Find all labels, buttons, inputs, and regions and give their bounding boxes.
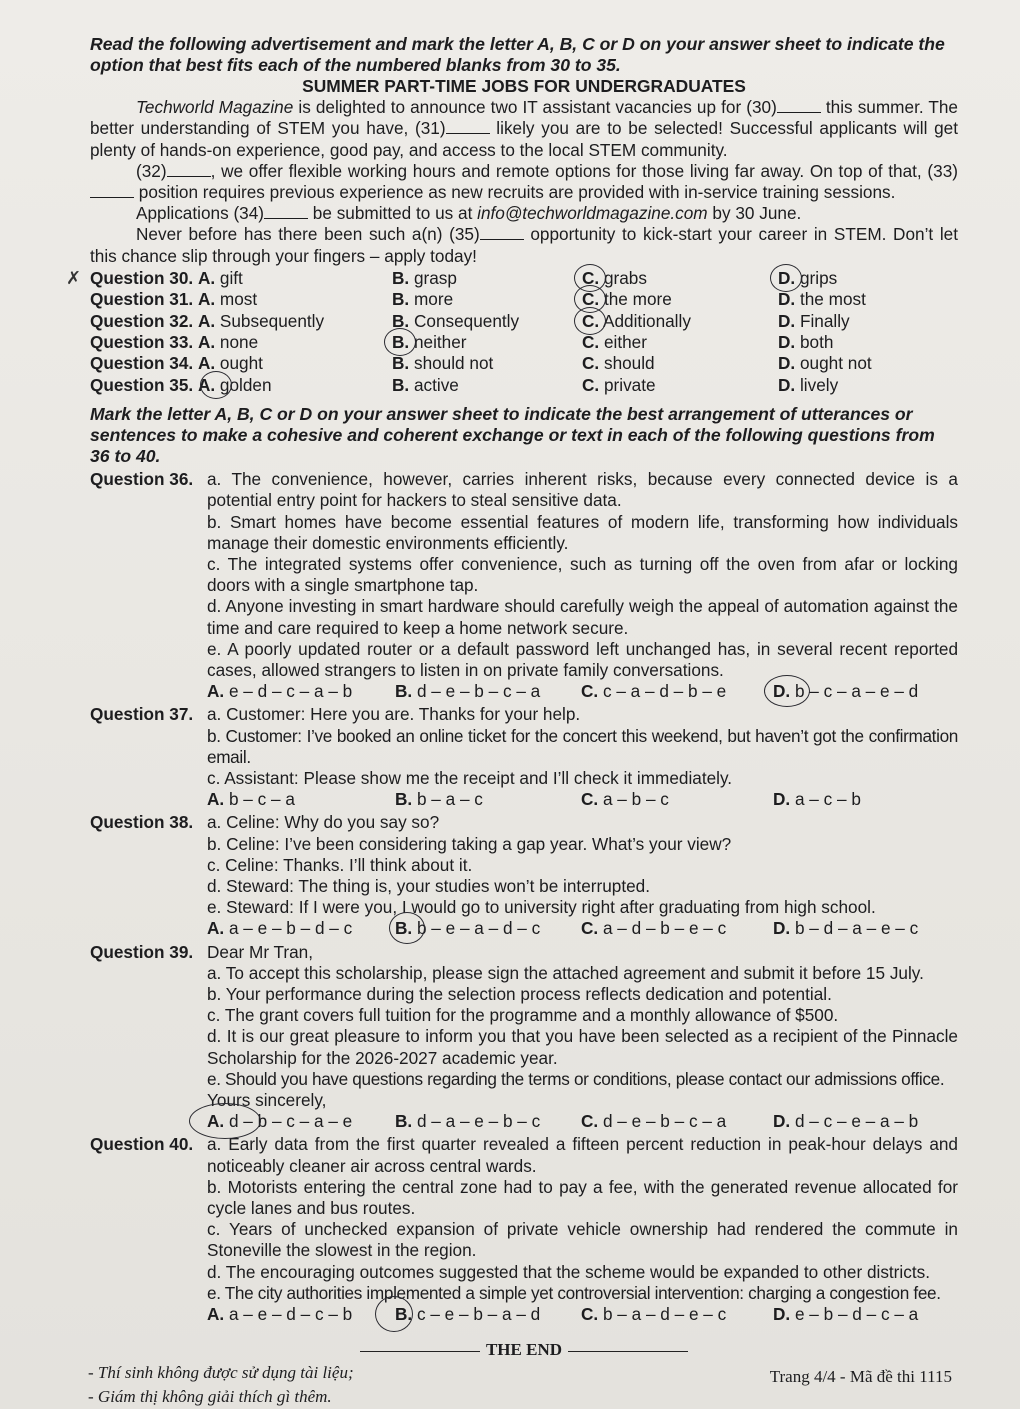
blank-32 [167, 162, 211, 177]
utterance-a: a. Celine: Why do you say so? [207, 812, 440, 833]
option-text: Subsequently [219, 310, 325, 331]
answer-options [207, 918, 958, 939]
cross-mark-icon: ✗ [66, 267, 82, 288]
option-text: grasp [413, 267, 457, 288]
advert-title: SUMMER PART-TIME JOBS FOR UNDERGRADUATES [302, 76, 746, 96]
question-label: Question 38. [90, 812, 194, 833]
blank-33 [90, 183, 134, 198]
option-a[interactable]: A. a – e – d – c – b [207, 1304, 353, 1325]
option-text: Additionally [603, 310, 691, 331]
option-c[interactable]: C. the more [582, 289, 778, 310]
option-b[interactable]: B. d – e – b – c – a [395, 681, 541, 702]
advert-paragraph-3: Applications (34) be submitted to us at info@techworldmagazine.com by 30 June. [136, 203, 802, 224]
utterance-c: c. Assistant: Please show me the receipt and I’ll check it immediately. [207, 768, 733, 789]
sentence-d: d. Anyone investing in smart hardware should carefully weigh the appeal of automation against the time and care required to keep a home network secure. [207, 596, 958, 638]
question-36 [90, 469, 958, 702]
question-37 [90, 704, 958, 810]
option-a[interactable]: A. b – c – a [207, 789, 295, 810]
cloze-question-row [90, 311, 958, 332]
magazine-name: Techworld Magazine [136, 97, 294, 118]
utterance-d: d. Steward: The thing is, your studies won’t be interrupted. [207, 876, 650, 897]
option-b[interactable]: B. b – e – a – d – c [395, 918, 541, 939]
letter-closing: Yours sincerely, [207, 1090, 327, 1111]
option-b[interactable]: B. c – e – b – a – d [395, 1304, 541, 1325]
option-text: either [603, 332, 647, 352]
option-b[interactable]: B. d – a – e – b – c [395, 1111, 541, 1132]
question-label: Question 34. [90, 353, 194, 374]
option-d[interactable]: D. b – c – a – e – d [773, 681, 919, 702]
option-text: the most [799, 289, 866, 310]
cloze-questions [66, 267, 958, 396]
page-number: Trang 4/4 - Mã đề thi 1115 [769, 1366, 952, 1386]
option-b[interactable]: B. should not [392, 353, 494, 374]
option-c[interactable]: C. d – e – b – c – a [581, 1111, 727, 1132]
option-b[interactable]: B. grasp [392, 267, 457, 288]
option-a[interactable]: Question 34. A. ought [90, 353, 263, 374]
option-a[interactable]: Question 31. A. most [90, 289, 258, 310]
advert-paragraph-1: Techworld Magazine is delighted to announce two IT assistant vacancies up for (30) this summer. The better understanding of STEM you have, (31) likely you are to be selected! Successful applicants will get plenty of hands-on experience, good pay, and access to the local STEM community. [90, 97, 959, 160]
question-39 [90, 942, 958, 1133]
blank-35 [480, 225, 524, 240]
sentence-d: d. The encouraging outcomes suggested that the scheme would be expanded to other districts. [207, 1261, 930, 1282]
option-d[interactable]: D. a – c – b [773, 789, 861, 810]
option-text: more [413, 289, 454, 310]
option-c[interactable]: C. Additionally [582, 311, 778, 332]
option-text: none [219, 332, 259, 352]
email-address: info@techworldmagazine.com [477, 203, 708, 224]
option-b[interactable]: B. neither [392, 332, 582, 353]
option-b[interactable]: B. b – a – c [395, 789, 483, 810]
sentence-a: a. Early data from the first quarter revealed a fifteen percent reduction in peak-hour delays and noticeably cleaner air across central wards. [207, 1134, 958, 1176]
option-b[interactable]: B. Consequently [392, 310, 520, 331]
option-a[interactable]: A. a – e – b – d – c [207, 918, 353, 939]
option-text: should not [413, 353, 494, 374]
sentence-e: e. Should you have questions regarding the terms or conditions, please contact our admissions office. [207, 1068, 945, 1089]
option-b[interactable]: B. more [392, 289, 454, 310]
question-label: Question 39. [90, 941, 194, 962]
cloze-question-row [90, 268, 958, 289]
option-a[interactable]: Question 35. A. golden [90, 375, 392, 396]
option-text: neither [413, 332, 467, 352]
sentence-e: e. The city authorities implemented a simple yet controversial intervention: charging a congestion fee. [207, 1282, 941, 1303]
option-c[interactable]: C. either [582, 332, 647, 352]
blank-31 [446, 119, 490, 134]
option-a[interactable]: A. e – d – c – a – b [207, 681, 353, 702]
option-text: grips [799, 267, 838, 288]
option-c[interactable]: C. should [582, 353, 655, 374]
question-label: Question 31. [90, 289, 194, 310]
option-text: Consequently [413, 310, 520, 331]
end-marker: THE END [90, 1339, 958, 1360]
footer-note-1: - Thí sinh không được sử dụng tài liệu; [88, 1362, 354, 1382]
option-d[interactable]: D. lively [778, 374, 839, 395]
question-label: Question 37. [90, 704, 194, 725]
blank-34 [264, 204, 308, 219]
option-d[interactable]: D. the most [778, 289, 866, 310]
question-label: Question 36. [90, 469, 194, 490]
sentence-b: b. Motorists entering the central zone had to pay a fee, with the generated revenue allocated for cycle lanes and bus routes. [207, 1176, 958, 1219]
letter-greeting: Dear Mr Tran, [207, 941, 314, 962]
cloze-question-row [90, 353, 958, 374]
option-a[interactable]: Question 32. A. Subsequently [90, 310, 325, 331]
section2-instruction: Mark the letter A, B, C or D on your answer sheet to indicate the best arrangement of utterances or sentences to make a cohesive and coherent exchange or text in each of the following questions from 36 to 40. [90, 404, 935, 467]
option-c[interactable]: C. grabs [582, 268, 778, 289]
sentence-a: a. The convenience, however, carries inherent risks, because every connected device is a potential entry point for hackers to steal sensitive data. [207, 469, 958, 511]
option-a[interactable]: Question 33. A. none [90, 332, 259, 352]
blank-30 [777, 98, 821, 113]
cloze-question-row [90, 289, 958, 310]
option-a[interactable]: A. d – b – c – a – e [207, 1111, 353, 1132]
option-text: Finally [799, 310, 850, 331]
option-text: should [603, 353, 655, 374]
question-label: Question 40. [90, 1134, 194, 1155]
option-text: gift [219, 267, 243, 288]
option-text: most [219, 289, 258, 310]
cloze-question-row [90, 375, 958, 396]
advert-paragraph-4: Never before has there been such a(n) (35) opportunity to kick-start your career in STEM. Don’t let this chance slip through your fingers – apply today! [90, 224, 958, 266]
option-text: lively [799, 374, 839, 395]
question-40 [90, 1134, 958, 1325]
sentence-c: c. Years of unchecked expansion of private vehicle ownership had rendered the commute in Stoneville the slowest in the region. [207, 1219, 958, 1261]
option-text: golden [219, 374, 272, 395]
option-text: active [413, 374, 459, 395]
answer-options [207, 789, 958, 810]
question-label: Question 32. [90, 310, 194, 331]
sentence-e: e. A poorly updated router or a default password left unchanged has, in several recent reported cases, allowed strangers to listen in on private family conversations. [207, 638, 958, 680]
sentence-b: b. Your performance during the selection process reflects dedication and potential. [207, 984, 832, 1005]
option-c[interactable]: C. a – b – c [581, 789, 669, 810]
option-text: the more [603, 289, 672, 310]
option-d[interactable]: D. both [778, 332, 834, 352]
answer-options [207, 681, 958, 702]
question-label: Question 35. [90, 374, 194, 395]
question-label: Question 30. [90, 267, 194, 288]
option-d[interactable]: D. Finally [778, 310, 850, 331]
sentence-c: c. The integrated systems offer convenience, such as turning off the oven from afar or locking doors with a single smartphone tap. [207, 553, 958, 596]
option-c[interactable]: C. private [582, 374, 656, 395]
sentence-b: b. Smart homes have become essential features of modern life, transforming how individuals manage their domestic environments efficiently. [207, 511, 958, 553]
option-d[interactable]: D. e – b – d – c – a [773, 1304, 919, 1325]
option-text: private [603, 374, 656, 395]
utterance-c: c. Celine: Thanks. I’ll think about it. [207, 854, 473, 875]
option-a[interactable]: ✗ Question 30. A. gift [66, 267, 243, 288]
option-text: grabs [603, 267, 647, 288]
answer-options [207, 1304, 958, 1325]
utterance-a: a. Customer: Here you are. Thanks for your help. [207, 704, 581, 725]
option-c[interactable]: C. b – a – d – e – c [581, 1304, 727, 1325]
utterance-b: b. Customer: I’ve booked an online ticket for the concert this weekend, but haven’t got the confirmation email. [207, 725, 958, 767]
question-label: Question 33. [90, 332, 194, 352]
answer-options [207, 1111, 958, 1132]
section1-instruction: Read the following advertisement and mark the letter A, B, C or D on your answer sheet to indicate the option that best fits each of the numbered blanks from 30 to 35. [90, 34, 945, 75]
footer-note-2: - Giám thị không giải thích gì thêm. [88, 1386, 332, 1406]
utterance-e: e. Steward: If I were you, I would go to university right after graduating from high school. [207, 897, 876, 918]
option-text: both [799, 332, 834, 352]
sentence-a: a. To accept this scholarship, please sign the attached agreement and submit it before 15 July. [207, 962, 924, 983]
utterance-b: b. Celine: I’ve been considering taking a gap year. What’s your view? [207, 833, 732, 854]
option-d[interactable]: D. d – c – e – a – b [773, 1111, 919, 1132]
option-d[interactable]: D. grips [778, 268, 958, 289]
sentence-d: d. It is our great pleasure to inform you that you have been selected as a recipient of the Pinnacle Scholarship for the 2026-2027 academic year. [207, 1026, 958, 1068]
advert-paragraph-2: (32) , we offer flexible working hours and remote options for those living far away. On top of that, (33) position requires previous experience as new recruits are provided with in-service training sessions. [90, 161, 958, 203]
option-b[interactable]: B. active [392, 374, 459, 395]
option-d[interactable]: D. ought not [778, 353, 872, 374]
sentence-c: c. The grant covers full tuition for the programme and a monthly allowance of $500. [207, 1005, 839, 1026]
cloze-question-row [90, 332, 958, 353]
option-c[interactable]: C. c – a – d – b – e [581, 681, 727, 702]
option-c[interactable]: C. a – d – b – e – c [581, 918, 727, 939]
option-text: ought not [799, 353, 872, 374]
question-38 [90, 812, 958, 939]
option-text: ought [219, 353, 263, 374]
option-d[interactable]: D. b – d – a – e – c [773, 918, 919, 939]
